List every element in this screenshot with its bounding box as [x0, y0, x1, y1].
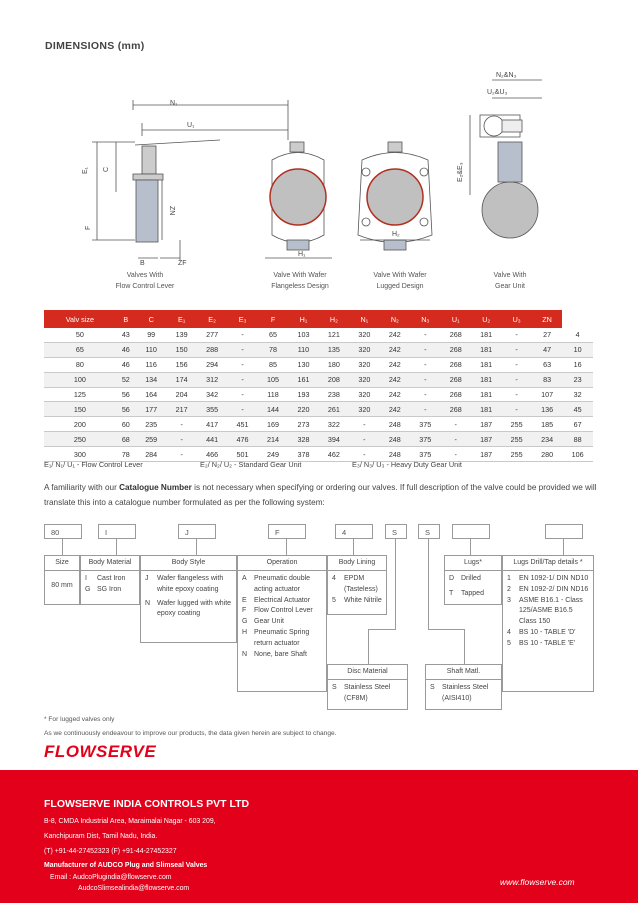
table-cell: 88 — [562, 432, 593, 447]
valve-drawings — [40, 60, 600, 300]
column-header: E₃ — [227, 310, 257, 328]
table-cell: 273 — [288, 417, 318, 432]
table-cell: 16 — [562, 357, 593, 372]
column-header: U₃ — [501, 310, 531, 328]
table-cell: 294 — [197, 357, 227, 372]
label-zn: ZN — [168, 206, 175, 216]
table-cell: 355 — [197, 402, 227, 417]
catalogue-number-emphasis: Catalogue Number — [119, 483, 192, 492]
table-cell: 130 — [288, 357, 318, 372]
table-cell: 249 — [258, 447, 288, 462]
table-cell: - — [501, 372, 531, 387]
table-cell: 106 — [562, 447, 593, 462]
table-cell: 288 — [197, 342, 227, 357]
table-cell: - — [501, 402, 531, 417]
table-cell: 375 — [410, 417, 440, 432]
table-cell: 181 — [471, 342, 501, 357]
lugs-drill-cell: Lugs Drill/Tap details * 1 EN 1092-1/ DIN ND10 2 EN 1092-2/ DIN ND16 3 ASME B16.1 - Class 125/ASME B16.5 Class 150 4 BS 10 - TABLE 'D' 5 BS 10 - TABLE 'E' — [502, 555, 594, 692]
label-e2e3: E₂&E₃ — [457, 162, 464, 182]
table-row — [44, 372, 593, 387]
operation-list: A Pneumatic double acting actuator E Electrical Actuator F Flow Control Lever G Gear Unit H Pneumatic Spring return actuator N None, bare Shaft — [242, 575, 313, 658]
table-cell: - — [349, 417, 379, 432]
code-box-shaft: S — [418, 524, 440, 539]
label-n1: N₁ — [170, 100, 178, 107]
table-cell: 125 — [44, 387, 116, 402]
table-cell: 10 — [562, 342, 593, 357]
catalogue-intro: A familiarity with our Catalogue Number is not necessary when specifying or ordering our valves. If full description of the valve could be provided we will translate this into a catalogue number formulated as per the following system: — [44, 483, 597, 507]
column-header: C — [136, 310, 166, 328]
table-cell: 185 — [532, 417, 562, 432]
table-cell: 78 — [258, 342, 288, 357]
code-box-body-material: I — [98, 524, 136, 539]
table-cell: 234 — [532, 432, 562, 447]
table-cell: 375 — [410, 432, 440, 447]
table-cell: 135 — [319, 342, 349, 357]
table-cell: 214 — [258, 432, 288, 447]
table-cell: 441 — [197, 432, 227, 447]
table-cell: 320 — [349, 342, 379, 357]
table-cell: 103 — [288, 328, 318, 342]
table-cell: - — [501, 328, 531, 342]
table-cell: - — [227, 328, 257, 342]
table-row — [44, 402, 593, 417]
table-cell: 238 — [319, 387, 349, 402]
table-cell: 43 — [116, 328, 136, 342]
column-header: N₂ — [380, 310, 410, 328]
table-cell: 255 — [501, 417, 531, 432]
table-cell: 45 — [562, 402, 593, 417]
label-f: F — [85, 225, 92, 230]
connector — [286, 539, 287, 555]
code-box-size: 80 — [44, 524, 82, 539]
table-cell: 47 — [532, 342, 562, 357]
table-cell: 139 — [166, 328, 196, 342]
column-header: B — [116, 310, 136, 328]
connector — [368, 629, 369, 664]
code-box-body-style: J — [178, 524, 216, 539]
lugged-note: * For lugged valves only — [44, 716, 115, 723]
table-cell: 280 — [532, 447, 562, 462]
table-cell: - — [441, 417, 471, 432]
disc-material-cell: Disc Material S Stainless Steel (CF8M) — [327, 664, 408, 710]
table-row — [44, 432, 593, 447]
legend-heavy-gear: E₃/ N₃/ U₃ - Heavy Duty Gear Unit — [352, 460, 462, 469]
table-cell: 110 — [136, 342, 166, 357]
table-cell: 46 — [116, 342, 136, 357]
table-cell: - — [227, 402, 257, 417]
table-cell: 451 — [227, 417, 257, 432]
table-cell: 177 — [136, 402, 166, 417]
table-cell: - — [501, 357, 531, 372]
table-cell: 150 — [44, 402, 116, 417]
shaft-material-cell: Shaft Matl. S Stainless Steel (AISI410) — [425, 664, 502, 710]
legend-lever: E₁/ N₁/ U₁ - Flow Control Lever — [44, 460, 143, 469]
table-cell: 255 — [501, 432, 531, 447]
table-cell: 110 — [288, 342, 318, 357]
table-cell: 174 — [166, 372, 196, 387]
table-cell: 277 — [197, 328, 227, 342]
table-cell: 23 — [562, 372, 593, 387]
column-header: H₂ — [319, 310, 349, 328]
table-cell: - — [349, 447, 379, 462]
table-cell: 80 — [44, 357, 116, 372]
table-cell: 320 — [349, 387, 379, 402]
table-cell: 164 — [136, 387, 166, 402]
body-style-list: J Wafer flangeless with white epoxy coating N Wafer lugged with white epoxy coating — [145, 575, 232, 618]
table-cell: 107 — [532, 387, 562, 402]
table-cell: 65 — [258, 328, 288, 342]
table-cell: 85 — [258, 357, 288, 372]
label-n2n3: N₂&N₃ — [496, 72, 517, 79]
table-cell: 217 — [166, 402, 196, 417]
table-cell: 169 — [258, 417, 288, 432]
label-c: C — [103, 166, 110, 172]
code-box-lugs — [452, 524, 490, 539]
table-cell: 235 — [136, 417, 166, 432]
table-cell: 268 — [441, 342, 471, 357]
connector — [563, 539, 564, 555]
footer-address-1: B-8, CMDA Industrial Area, Maraimalai Nagar - 603 209, — [44, 818, 216, 825]
connector — [428, 629, 464, 630]
table-cell: 78 — [116, 447, 136, 462]
table-cell: 417 — [197, 417, 227, 432]
code-box-disc: S — [385, 524, 407, 539]
table-cell: - — [501, 342, 531, 357]
table-cell: 242 — [380, 357, 410, 372]
table-cell: 65 — [44, 342, 116, 357]
table-cell: - — [227, 342, 257, 357]
body-style-cell: Body Style J Wafer flangeless with white epoxy coating N Wafer lugged with white epoxy coating — [140, 555, 237, 643]
table-cell: 466 — [197, 447, 227, 462]
code-box-operation: F — [268, 524, 306, 539]
table-cell: - — [501, 387, 531, 402]
table-cell: - — [410, 387, 440, 402]
table-cell: 378 — [288, 447, 318, 462]
table-cell: 242 — [380, 387, 410, 402]
table-row — [44, 417, 593, 432]
table-cell: 105 — [258, 372, 288, 387]
table-cell: - — [410, 342, 440, 357]
table-cell: 121 — [319, 328, 349, 342]
footer — [0, 770, 638, 903]
caption-lugged: Valve With Wafer Lugged Design — [373, 272, 427, 290]
code-box-lugs-drill — [545, 524, 583, 539]
table-cell: 161 — [288, 372, 318, 387]
column-header: U₁ — [441, 310, 471, 328]
table-cell: 320 — [349, 402, 379, 417]
table-cell: 328 — [288, 432, 318, 447]
table-cell: 67 — [562, 417, 593, 432]
table-cell: - — [410, 372, 440, 387]
table-cell: 27 — [532, 328, 562, 342]
table-body — [44, 328, 593, 462]
footer-email-2[interactable]: AudcoSlimsealindia@flowserve.com — [78, 885, 190, 892]
table-cell: 320 — [349, 357, 379, 372]
table-cell: 181 — [471, 357, 501, 372]
table-header-row — [44, 310, 593, 328]
caption-gear: Valve With Gear Unit — [493, 272, 527, 290]
table-cell: 118 — [258, 387, 288, 402]
table-cell: 255 — [501, 447, 531, 462]
label-h2: H₂ — [392, 231, 400, 238]
table-cell: 242 — [380, 372, 410, 387]
lugs-drill-list: 1 EN 1092-1/ DIN ND10 2 EN 1092-2/ DIN ND16 3 ASME B16.1 - Class 125/ASME B16.5 Class 150 4 BS 10 - TABLE 'D' 5 BS 10 - TABLE 'E' — [507, 575, 589, 647]
label-u2u3: U₂&U₃ — [487, 89, 508, 96]
caption-lever: Valves With Flow Control Lever — [115, 272, 175, 290]
footer-phone: (T) +91-44-27452323 (F) +91-44-27452327 — [44, 848, 177, 855]
table-cell: 181 — [471, 402, 501, 417]
table-cell: 32 — [562, 387, 593, 402]
table-row — [44, 357, 593, 372]
column-header: E₂ — [197, 310, 227, 328]
column-header — [562, 310, 593, 328]
connector — [395, 539, 396, 629]
table-cell: 56 — [116, 402, 136, 417]
footer-email-1[interactable]: Email : AudcoPlugindia@flowserve.com — [50, 874, 172, 881]
body-material-cell: Body Material I Cast Iron G SG Iron — [80, 555, 140, 605]
column-header: N₁ — [349, 310, 379, 328]
connector — [116, 539, 117, 555]
table-cell: 242 — [380, 342, 410, 357]
table-cell: 187 — [471, 447, 501, 462]
label-zf: ZF — [178, 260, 187, 267]
table-cell: 56 — [116, 387, 136, 402]
table-cell: 322 — [319, 417, 349, 432]
connector — [428, 539, 429, 629]
column-header: N₃ — [410, 310, 440, 328]
table-cell: 200 — [44, 417, 116, 432]
table-cell: - — [441, 432, 471, 447]
table-cell: 181 — [471, 328, 501, 342]
shaft-material-list: S Stainless Steel (AISI410) — [430, 684, 489, 702]
table-cell: - — [166, 417, 196, 432]
footer-address-2: Kanchipuram Dist, Tamil Nadu, India. — [44, 833, 158, 840]
size-cell: Size 80 mm — [44, 555, 80, 605]
table-cell: 187 — [471, 417, 501, 432]
connector — [470, 539, 471, 555]
table-cell: 68 — [116, 432, 136, 447]
table-cell: - — [166, 447, 196, 462]
lugs-cell: Lugs* D Drilled T Tapped — [444, 555, 502, 605]
table-cell: 50 — [44, 328, 116, 342]
connector — [464, 629, 465, 664]
table-cell: 144 — [258, 402, 288, 417]
table-cell: 187 — [471, 432, 501, 447]
table-cell: 208 — [319, 372, 349, 387]
table-row — [44, 342, 593, 357]
label-u1: U₁ — [187, 122, 195, 129]
code-box-body-lining: 4 — [335, 524, 373, 539]
wafer-flangeless-drawing — [265, 142, 332, 258]
label-b: B — [140, 260, 145, 267]
table-cell: 193 — [288, 387, 318, 402]
table-cell: - — [166, 432, 196, 447]
table-cell: 204 — [166, 387, 196, 402]
table-cell: 462 — [319, 447, 349, 462]
table-cell: - — [227, 372, 257, 387]
gear-unit-drawing — [470, 80, 542, 238]
column-header: F — [258, 310, 288, 328]
disc-material-list: S Stainless Steel (CF8M) — [332, 684, 391, 702]
table-cell: 83 — [532, 372, 562, 387]
table-cell: 181 — [471, 372, 501, 387]
table-cell: 242 — [380, 402, 410, 417]
column-header: E₁ — [166, 310, 196, 328]
caption-flangeless: Valve With Wafer Flangeless Design — [271, 272, 329, 290]
table-cell: 248 — [380, 417, 410, 432]
page-title: DIMENSIONS (mm) — [45, 40, 145, 52]
table-cell: 181 — [471, 387, 501, 402]
table-cell: 46 — [116, 357, 136, 372]
connector — [353, 539, 354, 555]
table-cell: - — [410, 402, 440, 417]
table-cell: 268 — [441, 328, 471, 342]
connector — [196, 539, 197, 555]
table-cell: 342 — [197, 387, 227, 402]
table-cell: 300 — [44, 447, 116, 462]
label-h1: H₁ — [298, 251, 306, 258]
table-cell: 268 — [441, 387, 471, 402]
table-cell: 268 — [441, 357, 471, 372]
dimensions-table — [44, 310, 593, 462]
table-cell: - — [441, 447, 471, 462]
table-cell: 268 — [441, 402, 471, 417]
table-row — [44, 328, 593, 342]
legend-standard-gear: E₂/ N₂/ U₂ - Standard Gear Unit — [200, 460, 302, 469]
table-cell: - — [410, 357, 440, 372]
column-header: Valv size — [44, 310, 116, 328]
table-cell: - — [349, 432, 379, 447]
footer-manufacturer: Manufacturer of AUDCO Plug and Slimseal Valves — [44, 862, 208, 869]
table-cell: 259 — [136, 432, 166, 447]
table-cell: 248 — [380, 447, 410, 462]
table-cell: 312 — [197, 372, 227, 387]
table-cell: 261 — [319, 402, 349, 417]
footer-company: FLOWSERVE INDIA CONTROLS PVT LTD — [44, 798, 250, 810]
body-lining-cell: Body Lining 4 EPDM (Tasteless) 5 White Nitrile — [327, 555, 387, 615]
lugs-list: D Drilled T Tapped — [449, 575, 484, 597]
table-cell: 100 — [44, 372, 116, 387]
table-cell: 284 — [136, 447, 166, 462]
table-cell: 476 — [227, 432, 257, 447]
table-cell: 268 — [441, 372, 471, 387]
flowserve-logo: FLOWSERVE — [44, 742, 157, 761]
table-cell: 136 — [532, 402, 562, 417]
column-header: ZN — [532, 310, 562, 328]
table-cell: - — [227, 387, 257, 402]
column-header: H₁ — [288, 310, 318, 328]
table-cell: 394 — [319, 432, 349, 447]
table-cell: 134 — [136, 372, 166, 387]
table-cell: 250 — [44, 432, 116, 447]
table-cell: 242 — [380, 328, 410, 342]
table-cell: 220 — [288, 402, 318, 417]
table-cell: 320 — [349, 328, 379, 342]
table-cell: 180 — [319, 357, 349, 372]
body-material-list: I Cast Iron G SG Iron — [85, 575, 126, 593]
label-e1: E₁ — [82, 166, 89, 174]
body-lining-list: 4 EPDM (Tasteless) 5 White Nitrile — [332, 575, 382, 604]
table-cell: 156 — [166, 357, 196, 372]
table-cell: 63 — [532, 357, 562, 372]
table-cell: 248 — [380, 432, 410, 447]
column-header: U₂ — [471, 310, 501, 328]
connector — [368, 629, 396, 630]
table-cell: 52 — [116, 372, 136, 387]
disclaimer-note: As we continuously endeavour to improve our products, the data given herein are subject to change. — [44, 730, 337, 737]
table-cell: 501 — [227, 447, 257, 462]
table-cell: 99 — [136, 328, 166, 342]
table-cell: 4 — [562, 328, 593, 342]
table-cell: - — [410, 328, 440, 342]
table-row — [44, 387, 593, 402]
table-cell: 60 — [116, 417, 136, 432]
table-cell: 320 — [349, 372, 379, 387]
footer-website-link[interactable]: www.flowserve.com — [500, 877, 575, 887]
table-cell: 150 — [166, 342, 196, 357]
table-cell: - — [227, 357, 257, 372]
connector — [62, 539, 63, 555]
table-cell: 375 — [410, 447, 440, 462]
table-cell: 116 — [136, 357, 166, 372]
operation-cell: Operation A Pneumatic double acting actuator E Electrical Actuator F Flow Control Lever G Gear Unit H Pneumatic Spring return actuator N None, bare Shaft — [237, 555, 327, 692]
